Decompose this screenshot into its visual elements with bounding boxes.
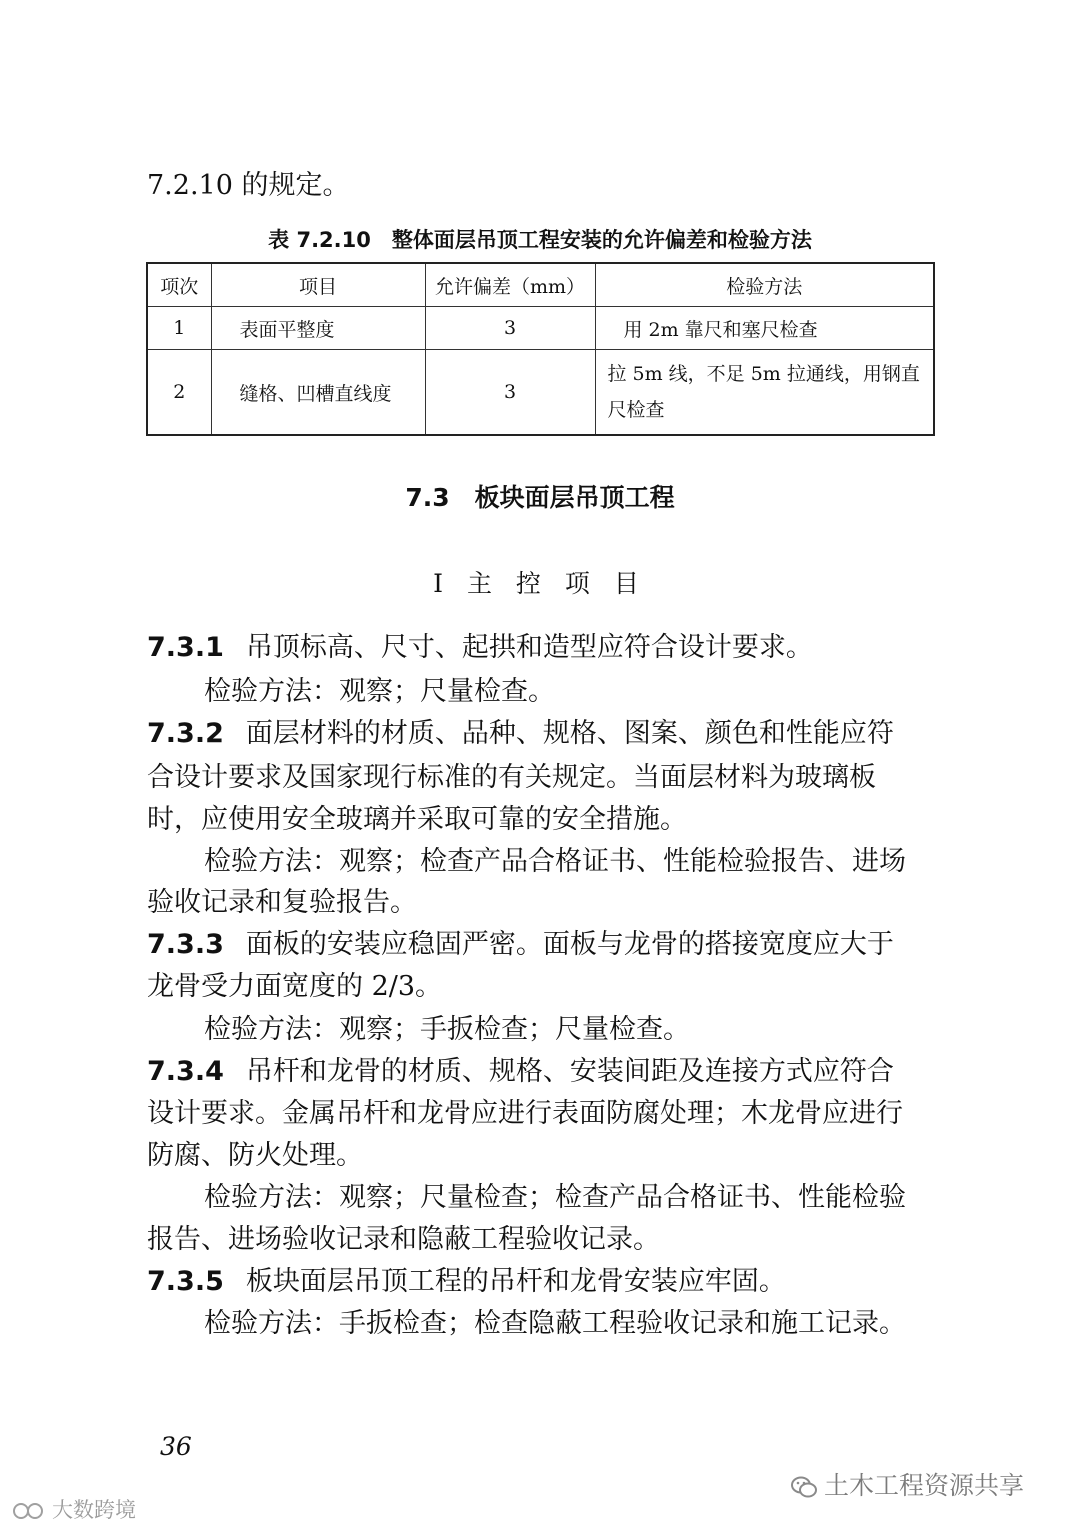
page-number: 36 — [160, 1432, 192, 1461]
header-no: 项次 — [147, 263, 211, 307]
watermark-right — [790, 1466, 1024, 1502]
clause-method: 检验方法：观察；手扳检查；尺量检查。 — [204, 1014, 690, 1045]
section-title: 7.3 板块面层吊顶工程 — [405, 483, 675, 512]
clause-method: 检验方法：手扳检查；检查隐蔽工程验收记录和施工记录。 — [204, 1308, 906, 1339]
clause-text: 面层材料的材质、品种、规格、图案、颜色和性能应符 — [245, 718, 894, 749]
watermark-left — [12, 1494, 136, 1524]
cell-item: 表面平整度 — [211, 307, 425, 350]
cell-tolerance: 3 — [425, 350, 595, 436]
wechat-icon — [790, 1475, 818, 1499]
clause-number: 7.3.4 — [147, 1056, 224, 1087]
header-item: 项目 — [211, 263, 425, 307]
clause-method-line: 验收记录和复验报告。 — [147, 887, 417, 918]
clause-text: 吊顶标高、尺寸、起拱和造型应符合设计要求。 — [245, 632, 813, 663]
clause-text-line: 防腐、防火处理。 — [147, 1140, 363, 1171]
clause-7-3-1 — [147, 625, 813, 664]
clause-method: 检验方法：观察；尺量检查。 — [204, 676, 555, 707]
clause-text-line: 龙骨受力面宽度的 2/3。 — [147, 971, 443, 1002]
cell-method: 用 2m 靠尺和塞尺检查 — [595, 307, 934, 350]
cell-method: 拉 5m 线，不足 5m 拉通线，用钢直尺检查 — [595, 350, 934, 436]
clause-text-line: 时，应使用安全玻璃并采取可靠的安全措施。 — [147, 804, 687, 835]
clause-number: 7.3.3 — [147, 929, 224, 960]
clause-number: 7.3.2 — [147, 718, 224, 749]
clause-number: 7.3.1 — [147, 632, 224, 663]
watermark-right-text: 土木工程资源共享 — [824, 1471, 1025, 1500]
clause-7-3-5 — [147, 1259, 786, 1298]
clause-7-3-3 — [147, 922, 894, 961]
clause-7-3-4 — [147, 1049, 894, 1088]
clause-method: 检验方法：观察；尺量检查；检查产品合格证书、性能检验 — [204, 1182, 906, 1213]
header-tolerance: 允许偏差（mm） — [425, 263, 595, 307]
subsection-title: Ⅰ 主 控 项 目 — [433, 569, 647, 598]
clause-text-line: 合设计要求及国家现行标准的有关规定。当面层材料为玻璃板 — [147, 762, 876, 793]
cell-tolerance: 3 — [425, 307, 595, 350]
clause-7-3-2 — [147, 711, 894, 750]
clause-number: 7.3.5 — [147, 1266, 224, 1297]
brand-logo-icon — [12, 1501, 46, 1521]
clause-method: 检验方法：观察；检查产品合格证书、性能检验报告、进场 — [204, 846, 906, 877]
table-row — [147, 307, 934, 350]
table-header-row — [147, 263, 934, 307]
cell-no: 1 — [147, 307, 211, 350]
clause-method-line: 报告、进场验收记录和隐蔽工程验收记录。 — [147, 1224, 660, 1255]
cell-no: 2 — [147, 350, 211, 436]
table-caption: 表 7.2.10 整体面层吊顶工程安装的允许偏差和检验方法 — [268, 228, 812, 252]
clause-text: 面板的安装应稳固严密。面板与龙骨的搭接宽度应大于 — [245, 929, 894, 960]
intro-text: 7.2.10 的规定。 — [147, 170, 350, 201]
clause-text: 板块面层吊顶工程的吊杆和龙骨安装应牢固。 — [245, 1266, 786, 1297]
watermark-left-text: 大数跨境 — [52, 1498, 136, 1522]
tolerance-table — [146, 262, 935, 436]
clause-text: 吊杆和龙骨的材质、规格、安装间距及连接方式应符合 — [245, 1056, 894, 1087]
clause-text-line: 设计要求。金属吊杆和龙骨应进行表面防腐处理；木龙骨应进行 — [147, 1098, 903, 1129]
table-row — [147, 350, 934, 436]
cell-item: 缝格、凹槽直线度 — [211, 350, 425, 436]
header-method: 检验方法 — [595, 263, 934, 307]
